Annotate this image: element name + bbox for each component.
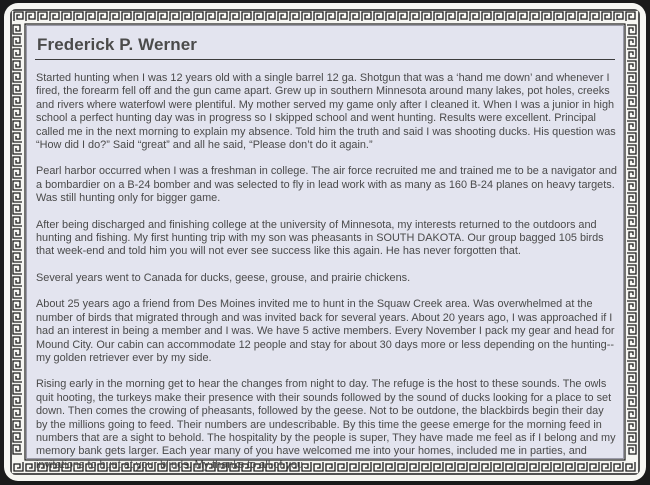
content-panel: [26, 25, 624, 471]
article-body: [36, 72, 618, 485]
paragraph-squaw-creek: About 25 years ago a friend from Des Moines invited me to hunt in the Squaw Creek area. Was overwhelmed at the number of birds that migrated through and was invited back for several years. About 20 years ago, I was approached if I had an interest in being a member and I was. We have 5 active members. Every November I pack my gear and head for Mound City. Our cabin can accommodate 12 people and stay for about 30 days more or less depending on the hunting-- my golden retriever ever by my side.: [36, 298, 615, 364]
paragraph-college: After being discharged and finishing college at the university of Minnesota, my interests returned to the outdoors and hunting and fishing. My first hunting trip with my son was pheasants in SOUTH DAKOTA. Our group bagged 105 birds that week-end and told him you will not ever see success like this again. He has never forgotten that.: [36, 218, 604, 258]
paragraph-morning: Rising early in the morning get to hear the changes from night to day. The refuge is the host to these sounds. The owls quit hooting, the turkeys make their presence with their sounds followed by the sound of ducks looking for a place to set down. Then comes the crowing of pheasants, followed by the geese. Not to be outdone, the blackbirds begin their day by the millions going to feed. Their numbers are undescribable. By this time the geese emerge for the morning feed in numbers that are a sight to behold. The hospitality by the people is super, They have made me feel as if I belong and my memory bank gets larger. Each year many of you have welcomed me into your homes, included me in parties, and invitations to hunt at your blinds. My thanks to all of you.: [36, 378, 616, 471]
page-title: Frederick P. Werner: [37, 35, 198, 54]
paragraph-military: Pearl harbor occurred when I was a freshman in college. The air force recruited me and trained me to be a navigator and a bombardier on a B-24 bomber and was selected to fly in lead work with as many as 160 B-24 planes on heavy targets. Was still hunting only for bigger game.: [36, 165, 617, 205]
paragraph-canada: Several years went to Canada for ducks, geese, grouse, and prairie chickens.: [36, 271, 411, 284]
paragraph-childhood: Started hunting when I was 12 years old with a single barrel 12 ga. Shotgun that was a ‘hand me down’ and whenever I fired, the forearm fell off and the gun came apart. Grew up in southern Minnesota around many lakes, pot holes, creeks and rivers where waterfowl were plentiful. My mother served my game only after I cleaned it. When I was a junior in high school a perfect hunting day was in progress so I skipped school and went hunting. Results were excellent. Principal called me in the next morning to explain my absence. Told him the truth and said I was shooting ducks. His question was “How did I do?” Said “great” and all he said, “Please don’t do it again.”: [36, 72, 616, 152]
title-underline: [35, 59, 615, 60]
page-frame: [4, 3, 646, 481]
